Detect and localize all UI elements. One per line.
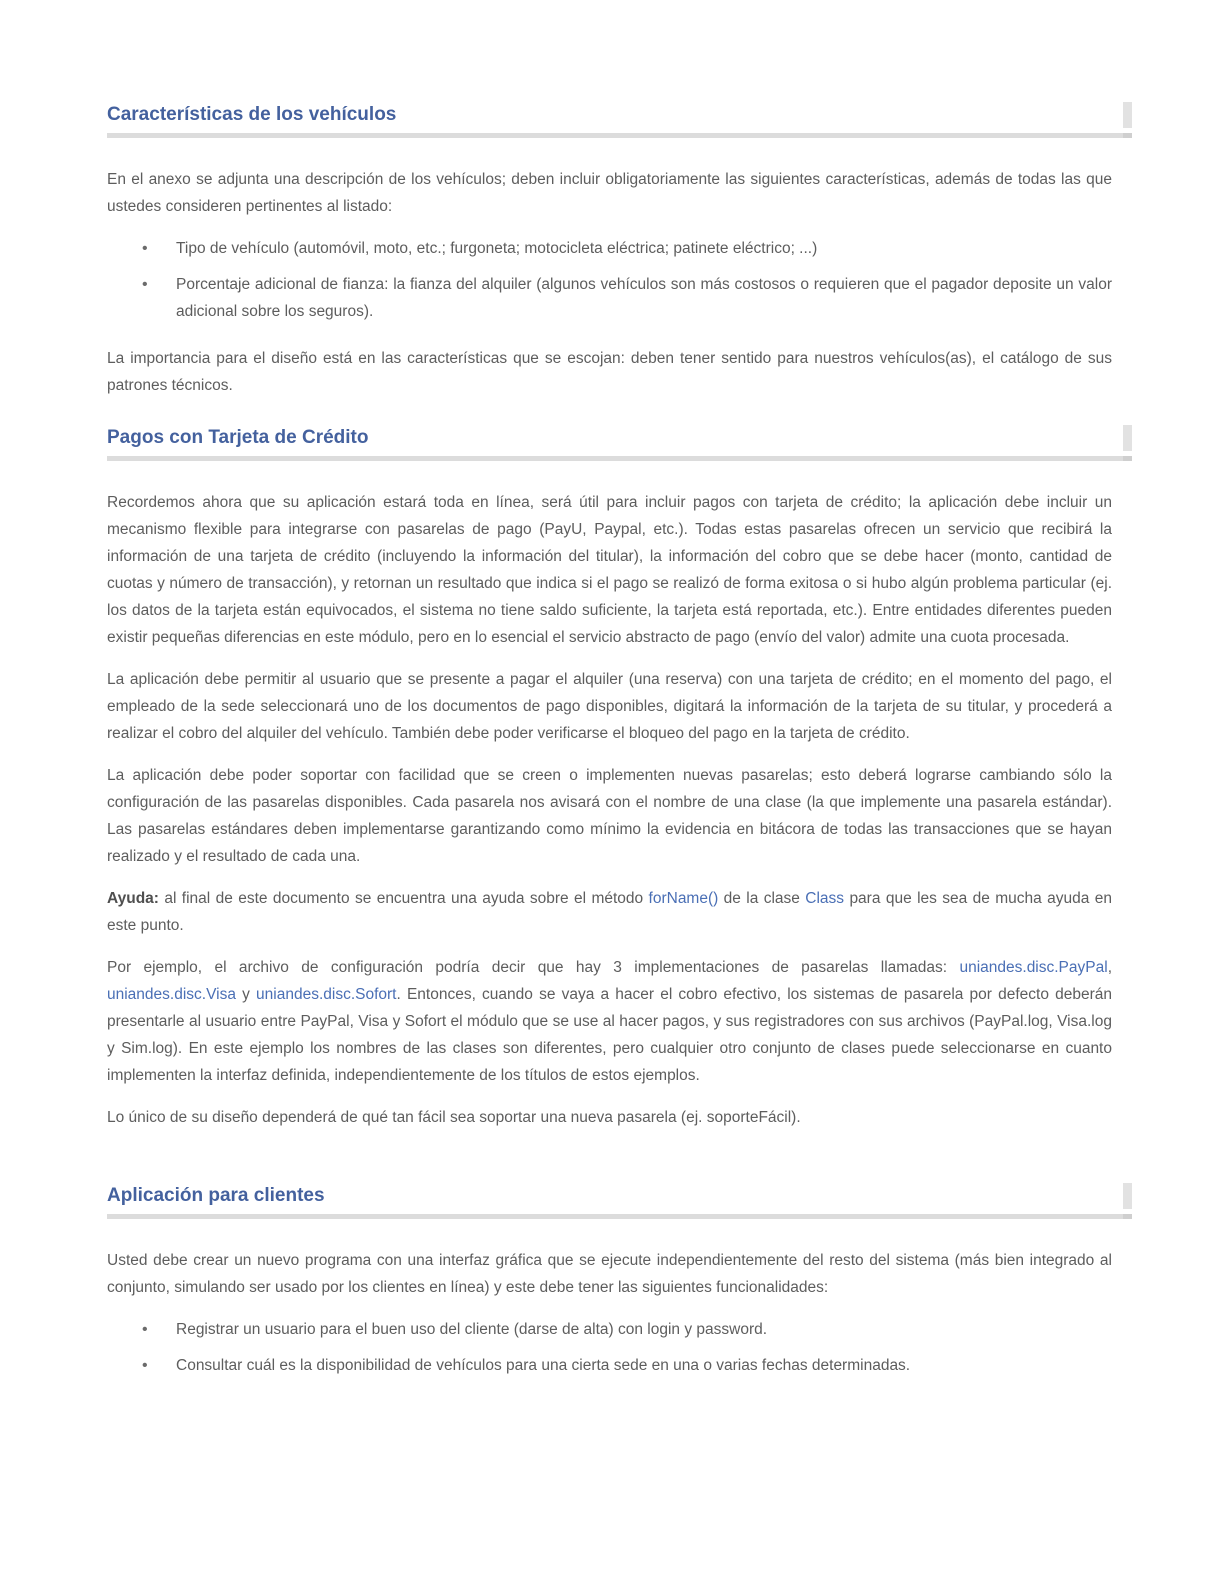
vehiculos-bullet-list (107, 235, 1112, 325)
link-forname-method[interactable]: forName() (648, 890, 719, 907)
ayuda-text-post: para que les sea de mucha ayuda en este punto. (107, 890, 1112, 934)
ayuda-label: Ayuda: (107, 890, 159, 907)
section-heading-pagos (107, 427, 1132, 461)
ejemplo-text-pre: Por ejemplo, el archivo de configuración podría decir que hay 3 implementaciones de pasarelas llamadas: (107, 959, 960, 976)
heading-rule-corner (1123, 456, 1132, 461)
list-item: • Tipo de vehículo (automóvil, moto, etc.; furgoneta; motocicleta eléctrica; patinete eléctrico; ...) (176, 235, 1112, 262)
paragraph-pagos-flujo: La aplicación debe permitir al usuario que se presente a pagar el alquiler (una reserva) con una tarjeta de crédito; en el momento del pago, el empleado de la sede seleccionará uno de los documentos de pago disponibles, digitará la información de la tarjeta de su titular, y procederá a realizar el cobro del alquiler del vehículo. También debe poder verificarse el bloqueo del pago en la tarjeta de crédito. (107, 671, 1112, 742)
list-item: • Porcentaje adicional de fianza: la fianza del alquiler (algunos vehículos son más costosos o requieren que el pagador deposite un valor adicional sobre los seguros). (176, 271, 1112, 325)
paragraph-ejemplo-configuracion (107, 954, 1112, 1089)
heading-right-tick (1123, 102, 1132, 128)
link-class-clase[interactable]: Class (805, 890, 845, 907)
paragraph-vehiculos-intro: En el anexo se adjunta una descripción de los vehículos; deben incluir obligatoriamente las siguientes características, además de todas las que ustedes consideren pertinentes al listado: (107, 171, 1112, 215)
ejemplo-text-post: . Entonces, cuando se vaya a hacer el cobro efectivo, los sistemas de pasarela por defecto deberán presentarle al usuario entre PayPal, Visa y Sofort el módulo que se use al hacer pagos, y sus registradores con sus archivos (PayPal.log, Visa.log y Sim.log). En este ejemplo los nombres de las clases son diferentes, pero cualquier otro conjunto de clases puede seleccionarse en cuanto implementen la interfaz definida, independientemente de los títulos de estos ejemplos. (107, 986, 1112, 1084)
ejemplo-separator: , (1107, 959, 1112, 976)
clientes-bullet-list (107, 1316, 1112, 1379)
class-name-paypal: uniandes.disc.PayPal (959, 959, 1108, 976)
heading-text-pagos: Pagos con Tarjeta de Crédito (107, 427, 369, 448)
section-heading-vehiculos (107, 104, 1132, 138)
heading-text-vehiculos: Características de los vehículos (107, 104, 397, 125)
document-body (107, 104, 1112, 1399)
heading-text-clientes: Aplicación para clientes (107, 1185, 325, 1206)
ayuda-text-mid: de la clase (718, 890, 806, 907)
paragraph-pagos-extensibilidad: La aplicación debe poder soportar con facilidad que se creen o implementen nuevas pasarelas; esto deberá lograrse cambiando sólo la configuración de las pasarelas disponibles. Cada pasarela nos avisará con el nombre de una clase (la que implemente una pasarela estándar). Las pasarelas estándares deben implementarse garantizando como mínimo la evidencia en bitácora de todas las transacciones que se hayan realizado y el resultado de cada una. (107, 767, 1112, 865)
heading-right-tick (1123, 1183, 1132, 1209)
ejemplo-separator: y (235, 986, 257, 1003)
paragraph-clientes-intro: Usted debe crear un nuevo programa con una interfaz gráfica que se ejecute independientemente del resto del sistema (más bien integrado al conjunto, simulando ser usado por los clientes en línea) y este debe tener las siguientes funcionalidades: (107, 1252, 1112, 1296)
paragraph-pagos-mecanismo: Recordemos ahora que su aplicación estará toda en línea, será útil para incluir pagos con tarjeta de crédito; la aplicación debe incluir un mecanismo flexible para integrarse con pasarelas de pago (PayU, Paypal, etc.). Todas estas pasarelas ofrecen un servicio que recibirá la información de una tarjeta de crédito (incluyendo la información del titular), la información del cobro que se debe hacer (monto, cantidad de cuotas y número de transacción), y retornan un resultado que indica si el pago se realizó de forma exitosa o si hubo algún problema particular (ej. los datos de la tarjeta están equivocados, el sistema no tiene saldo suficiente, la tarjeta está reportada, etc.). Entre entidades diferentes pueden existir pequeñas diferencias en este módulo, pero en lo esencial el servicio abstracto de pago (envío del valor) admite una cuota procesada. (107, 494, 1112, 646)
heading-rule-corner (1123, 133, 1132, 138)
heading-rule-corner (1123, 1214, 1132, 1219)
ayuda-text-pre: al final de este documento se encuentra una ayuda sobre el método (158, 890, 649, 907)
paragraph-diseno-nota: Lo único de su diseño dependerá de qué tan fácil sea soportar una nueva pasarela (ej. soporteFácil). (107, 1109, 801, 1126)
paragraph-vehiculos-cierre: La importancia para el diseño está en las características que se escojan: deben tener sentido para nuestros vehículos(as), el catálogo de sus patrones técnicos. (107, 350, 1112, 394)
section-heading-clientes (107, 1185, 1132, 1219)
class-name-visa: uniandes.disc.Visa (107, 986, 236, 1003)
paragraph-ayuda (107, 885, 1112, 939)
list-item: • Registrar un usuario para el buen uso del cliente (darse de alta) con login y password. (176, 1316, 1112, 1343)
list-item: • Consultar cuál es la disponibilidad de vehículos para una cierta sede en una o varias fechas determinadas. (176, 1352, 1112, 1379)
heading-right-tick (1123, 425, 1132, 451)
class-name-sofort: uniandes.disc.Sofort (256, 986, 397, 1003)
